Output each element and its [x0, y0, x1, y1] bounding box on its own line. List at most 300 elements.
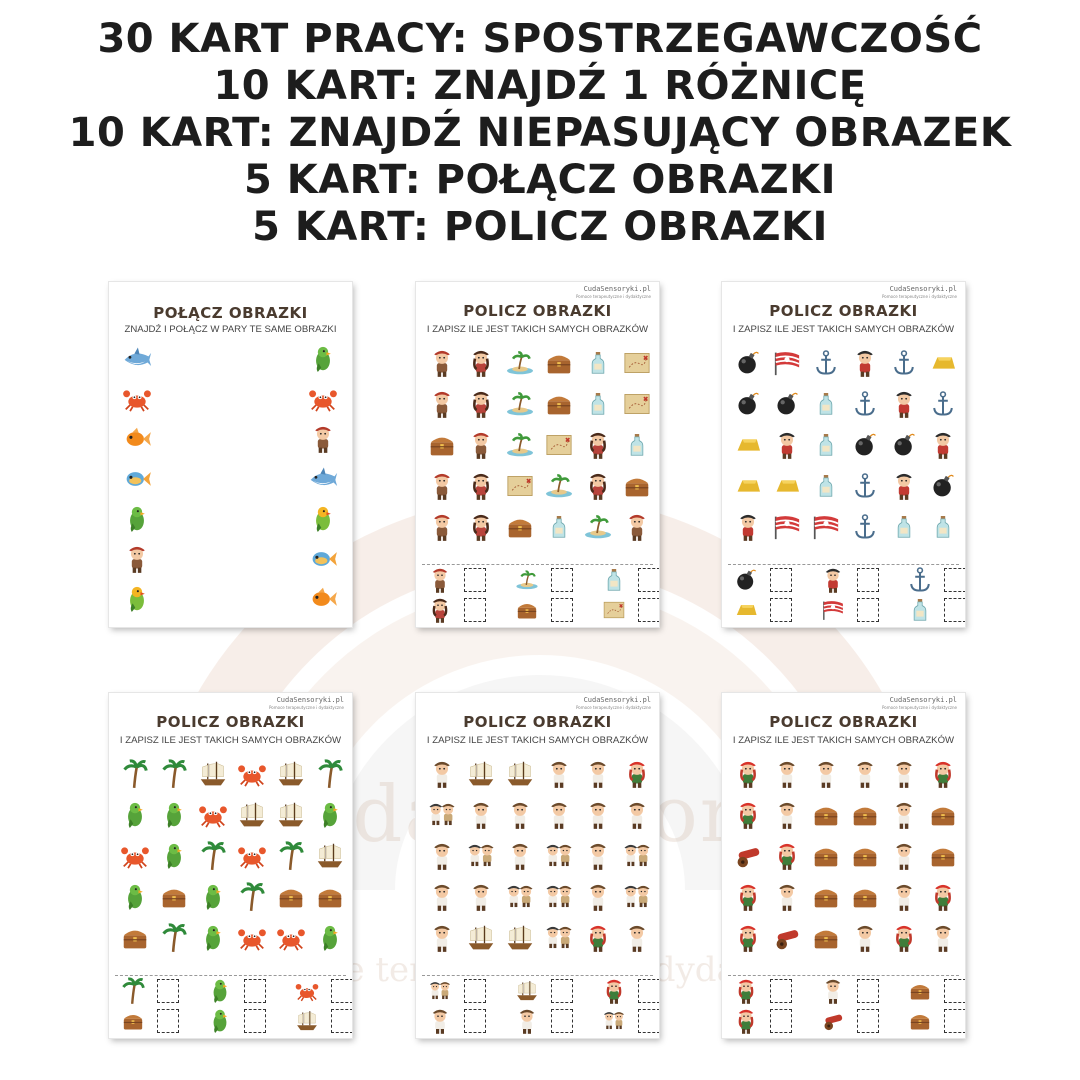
chest-icon	[541, 344, 577, 382]
brand-name: CudaSensoryki.pl	[889, 696, 957, 704]
fish-icon[interactable]	[119, 460, 155, 498]
crab-icon	[234, 919, 270, 957]
answer-box[interactable]	[857, 979, 879, 1003]
map-icon	[602, 598, 626, 622]
tally-item	[598, 598, 659, 624]
pirate-boy-icon	[847, 755, 883, 793]
pirate-girl-icon	[730, 919, 766, 957]
pirate-girl-icon	[580, 919, 616, 957]
answer-box[interactable]	[770, 979, 792, 1003]
answer-box[interactable]	[551, 598, 573, 622]
crab-icon	[195, 796, 231, 834]
answer-box[interactable]	[551, 1009, 573, 1033]
girl-icon	[463, 344, 499, 382]
pirate-duo-icon	[541, 919, 577, 957]
tally-item	[904, 598, 965, 624]
brand-name: CudaSensoryki.pl	[276, 696, 344, 704]
tally-item	[730, 1009, 806, 1035]
crab-icon	[234, 837, 270, 875]
anchor-icon	[847, 467, 883, 505]
tally-item	[291, 979, 352, 1005]
pirate-boy-icon	[619, 919, 655, 957]
girl-icon	[428, 598, 452, 622]
palm-icon	[117, 755, 153, 793]
tally-item	[904, 979, 965, 1005]
goldfish-icon[interactable]	[305, 580, 341, 618]
tally-item	[817, 979, 893, 1005]
answer-box[interactable]	[331, 1009, 352, 1033]
answer-box[interactable]	[944, 979, 965, 1003]
flag-icon	[808, 508, 844, 546]
monkey-icon	[428, 568, 452, 592]
anchor-icon	[847, 508, 883, 546]
brand-tagline: Pomoce terapeutyczne i dydaktyczne	[882, 294, 957, 299]
pirate-icon	[847, 344, 883, 382]
answer-box[interactable]	[464, 979, 486, 1003]
headline-line-5: 5 KART: POLICZ OBRAZKI	[252, 204, 828, 250]
tally-item	[904, 568, 965, 594]
worksheet-card-count-4[interactable]	[416, 693, 659, 1038]
parrot-icon	[208, 979, 232, 1003]
answer-box[interactable]	[551, 568, 573, 592]
chest-icon	[925, 796, 961, 834]
chest-icon	[619, 467, 655, 505]
map-icon	[619, 385, 655, 423]
island-icon	[502, 344, 538, 382]
crab-icon	[234, 755, 270, 793]
answer-box[interactable]	[157, 1009, 179, 1033]
girl-icon	[463, 385, 499, 423]
monkey-icon	[463, 426, 499, 464]
pirate-monkey-icon[interactable]	[119, 540, 155, 578]
ship-icon	[312, 837, 348, 875]
palm-icon	[156, 755, 192, 793]
pirate-boy-icon	[580, 837, 616, 875]
pirate-boy-icon	[428, 1009, 452, 1033]
pirate-icon	[821, 568, 845, 592]
pirate-boy-icon	[502, 796, 538, 834]
pirate-icon	[925, 426, 961, 464]
flag-icon	[821, 598, 845, 622]
answer-box[interactable]	[770, 598, 792, 622]
card-subtitle: I ZAPISZ ILE JEST TAKICH SAMYCH OBRAZKÓW	[119, 735, 342, 746]
ship-icon	[273, 796, 309, 834]
pirate-boy-icon	[769, 755, 805, 793]
parrot-icon[interactable]	[119, 500, 155, 538]
bottle-icon	[808, 385, 844, 423]
anchor-icon	[886, 344, 922, 382]
chest-icon	[908, 979, 932, 1003]
pirate-boy-icon	[541, 796, 577, 834]
bottle-icon	[580, 385, 616, 423]
crab-icon	[273, 919, 309, 957]
pirate-girl-icon	[769, 837, 805, 875]
flag-icon	[769, 508, 805, 546]
pirate-boy-icon	[886, 837, 922, 875]
pirate-boy-icon	[463, 878, 499, 916]
answer-box[interactable]	[770, 568, 792, 592]
worksheet-card-match[interactable]	[109, 282, 352, 627]
brand-tagline: Pomoce terapeutyczne i dydaktyczne	[882, 705, 957, 710]
crab-icon	[295, 979, 319, 1003]
answer-box[interactable]	[464, 598, 486, 622]
match-left-column	[119, 340, 155, 620]
picture-grid	[117, 755, 344, 957]
pirate-girl-icon	[886, 919, 922, 957]
tally-item	[424, 979, 500, 1005]
tally-area	[424, 979, 651, 1035]
answer-box[interactable]	[857, 598, 879, 622]
pirate-boy-icon	[541, 755, 577, 793]
ship-icon	[515, 979, 539, 1003]
headline	[0, 16, 1080, 251]
chest-icon	[424, 426, 460, 464]
ship-icon	[195, 755, 231, 793]
island-icon	[541, 467, 577, 505]
picture-grid	[730, 755, 957, 957]
card-subtitle: ZNAJDŹ I POŁĄCZ W PARY TE SAME OBRAZKI	[124, 324, 337, 335]
headline-line-4: 5 KART: POŁĄCZ OBRAZKI	[243, 157, 837, 203]
card-subtitle: I ZAPISZ ILE JEST TAKICH SAMYCH OBRAZKÓW	[732, 324, 955, 335]
pirate-girl-icon	[730, 878, 766, 916]
crab-icon	[117, 837, 153, 875]
anchor-icon	[808, 344, 844, 382]
bomb-icon	[769, 385, 805, 423]
tally-item	[817, 568, 893, 594]
yellow-parrot-icon[interactable]	[305, 500, 341, 538]
parrot-icon[interactable]	[305, 340, 341, 378]
answer-box[interactable]	[638, 568, 659, 592]
palm-icon	[234, 878, 270, 916]
answer-box[interactable]	[157, 979, 179, 1003]
anchor-icon	[847, 385, 883, 423]
pirate-icon	[886, 467, 922, 505]
anchor-icon	[925, 385, 961, 423]
tally-item	[817, 1009, 893, 1035]
bomb-icon	[730, 344, 766, 382]
pirate-duo-icon	[428, 979, 452, 1003]
pirate-duo-icon	[619, 878, 655, 916]
picture-grid	[730, 344, 957, 546]
card-title: POLICZ OBRAZKI	[769, 302, 918, 320]
bottle-icon	[908, 598, 932, 622]
crab-icon[interactable]	[305, 380, 341, 418]
pirate-icon	[769, 426, 805, 464]
picture-grid	[424, 344, 651, 546]
worksheet-card-count-5[interactable]	[722, 693, 965, 1038]
ship-icon	[463, 755, 499, 793]
chest-icon	[273, 878, 309, 916]
answer-box[interactable]	[770, 1009, 792, 1033]
worksheet-card-count-2[interactable]	[722, 282, 965, 627]
pirate-duo-icon	[602, 1009, 626, 1033]
parrot-icon	[195, 878, 231, 916]
tally-item	[511, 979, 587, 1005]
chest-icon	[156, 878, 192, 916]
card-title: POLICZ OBRAZKI	[463, 713, 612, 731]
parrot-icon	[156, 796, 192, 834]
brand-name: CudaSensoryki.pl	[583, 285, 651, 293]
girl-icon	[580, 426, 616, 464]
palm-icon	[195, 837, 231, 875]
pirate-monkey-icon[interactable]	[305, 420, 341, 458]
bottle-icon	[808, 467, 844, 505]
pirate-duo-icon	[619, 837, 655, 875]
match-right-column	[305, 340, 341, 620]
card-subtitle: I ZAPISZ ILE JEST TAKICH SAMYCH OBRAZKÓW	[426, 324, 649, 335]
girl-icon	[580, 467, 616, 505]
tally-area	[117, 979, 344, 1035]
pirate-girl-icon	[602, 979, 626, 1003]
pirate-boy-icon	[619, 796, 655, 834]
chest-icon	[808, 837, 844, 875]
chest-icon	[515, 598, 539, 622]
palm-icon	[273, 837, 309, 875]
bottle-icon	[619, 426, 655, 464]
tally-item	[204, 979, 280, 1005]
pirate-girl-icon	[925, 878, 961, 916]
chest-icon	[847, 837, 883, 875]
bomb-icon	[734, 568, 758, 592]
tally-item	[598, 979, 659, 1005]
chest-icon	[121, 1009, 145, 1033]
pirate-boy-icon	[424, 837, 460, 875]
monkey-icon	[424, 344, 460, 382]
chest-icon	[312, 878, 348, 916]
monkey-icon	[424, 508, 460, 546]
tally-item	[291, 1009, 352, 1035]
worksheet-card-count-3[interactable]	[109, 693, 352, 1038]
tally-item	[117, 979, 193, 1005]
answer-box[interactable]	[331, 979, 352, 1003]
ship-icon	[295, 1009, 319, 1033]
pirate-boy-icon	[847, 919, 883, 957]
pirate-boy-icon	[580, 796, 616, 834]
answer-box[interactable]	[638, 979, 659, 1003]
bottle-icon	[602, 568, 626, 592]
answer-box[interactable]	[638, 1009, 659, 1033]
pirate-girl-icon	[730, 796, 766, 834]
pirate-duo-icon	[541, 878, 577, 916]
monkey-icon	[619, 508, 655, 546]
map-icon	[619, 344, 655, 382]
island-icon	[515, 568, 539, 592]
bomb-icon	[925, 467, 961, 505]
tally-area	[730, 979, 957, 1035]
answer-box[interactable]	[551, 979, 573, 1003]
flag-icon	[769, 344, 805, 382]
fish-icon[interactable]	[305, 540, 341, 578]
chest-icon	[808, 796, 844, 834]
gold-icon	[769, 467, 805, 505]
pirate-icon	[730, 508, 766, 546]
card-title: POLICZ OBRAZKI	[769, 713, 918, 731]
answer-box[interactable]	[244, 1009, 266, 1033]
ship-icon	[502, 919, 538, 957]
tally-item	[598, 1009, 659, 1035]
parrot-icon	[312, 796, 348, 834]
card-subtitle: I ZAPISZ ILE JEST TAKICH SAMYCH OBRAZKÓW	[732, 735, 955, 746]
palm-icon	[312, 755, 348, 793]
tally-area	[730, 568, 957, 624]
answer-box[interactable]	[464, 1009, 486, 1033]
bomb-icon	[730, 385, 766, 423]
chest-icon	[808, 919, 844, 957]
pirate-duo-icon	[502, 878, 538, 916]
tally-item	[730, 598, 806, 624]
answer-box[interactable]	[244, 979, 266, 1003]
pirate-girl-icon	[734, 979, 758, 1003]
answer-box[interactable]	[464, 568, 486, 592]
headline-line-1: 30 KART PRACY: SPOSTRZEGAWCZOŚĆ	[97, 16, 983, 62]
answer-box[interactable]	[944, 598, 965, 622]
chest-icon	[808, 878, 844, 916]
gold-icon	[730, 426, 766, 464]
island-icon	[580, 508, 616, 546]
brand-name: CudaSensoryki.pl	[583, 696, 651, 704]
pirate-boy-icon	[424, 755, 460, 793]
answer-box[interactable]	[857, 568, 879, 592]
gold-icon	[925, 344, 961, 382]
anchor-icon	[908, 568, 932, 592]
bottle-icon	[925, 508, 961, 546]
bottle-icon	[541, 508, 577, 546]
island-icon	[502, 426, 538, 464]
shark-icon[interactable]	[119, 340, 155, 378]
pirate-duo-icon	[463, 837, 499, 875]
tally-item	[204, 1009, 280, 1035]
island-icon	[502, 385, 538, 423]
answer-box[interactable]	[944, 568, 965, 592]
pirate-duo-icon	[541, 837, 577, 875]
chest-icon	[502, 508, 538, 546]
bottle-icon	[886, 508, 922, 546]
chest-icon	[925, 837, 961, 875]
answer-box[interactable]	[857, 1009, 879, 1033]
tally-item	[817, 598, 893, 624]
parrot-icon	[117, 878, 153, 916]
cannon-icon	[769, 919, 805, 957]
shark-icon[interactable]	[305, 460, 341, 498]
tally-item	[730, 568, 806, 594]
pirate-boy-icon	[515, 1009, 539, 1033]
girl-icon	[463, 467, 499, 505]
cannon-icon	[730, 837, 766, 875]
pirate-boy-icon	[463, 796, 499, 834]
pirate-boy-icon	[502, 837, 538, 875]
headline-line-2: 10 KART: ZNAJDŹ 1 RÓŻNICĘ	[213, 63, 867, 109]
pirate-boy-icon	[925, 919, 961, 957]
chest-icon	[847, 878, 883, 916]
tally-item	[511, 598, 587, 624]
pirate-boy-icon	[580, 878, 616, 916]
parrot-icon	[208, 1009, 232, 1033]
parrot-icon	[312, 919, 348, 957]
pirate-boy-icon	[769, 796, 805, 834]
gold-icon	[730, 467, 766, 505]
ship-icon	[502, 755, 538, 793]
parrot-icon	[195, 919, 231, 957]
bottle-icon	[580, 344, 616, 382]
map-icon	[541, 426, 577, 464]
pirate-duo-icon	[424, 796, 460, 834]
palm-icon	[156, 919, 192, 957]
monkey-icon	[424, 385, 460, 423]
girl-icon	[463, 508, 499, 546]
ship-icon	[463, 919, 499, 957]
pirate-boy-icon	[580, 755, 616, 793]
brand-name: CudaSensoryki.pl	[889, 285, 957, 293]
picture-grid	[424, 755, 651, 957]
chest-icon	[908, 1009, 932, 1033]
card-title: POŁĄCZ OBRAZKI	[153, 304, 308, 322]
pirate-girl-icon	[619, 755, 655, 793]
pirate-boy-icon	[808, 755, 844, 793]
pirate-boy-icon	[769, 878, 805, 916]
pirate-icon	[886, 385, 922, 423]
parrot-icon	[156, 837, 192, 875]
card-title: POLICZ OBRAZKI	[463, 302, 612, 320]
headline-line-3: 10 KART: ZNAJDŹ NIEPASUJĄCY OBRAZEK	[68, 110, 1012, 156]
bomb-icon	[886, 426, 922, 464]
crab-icon[interactable]	[119, 380, 155, 418]
card-title: POLICZ OBRAZKI	[156, 713, 305, 731]
pirate-girl-icon	[730, 755, 766, 793]
pirate-boy-icon	[886, 755, 922, 793]
monkey-icon	[424, 467, 460, 505]
pirate-boy-icon	[424, 919, 460, 957]
answer-box[interactable]	[638, 598, 659, 622]
tally-item	[598, 568, 659, 594]
tally-item	[904, 1009, 965, 1035]
pirate-boy-icon	[424, 878, 460, 916]
tally-item	[424, 568, 500, 594]
pirate-girl-icon	[734, 1009, 758, 1033]
pirate-boy-icon	[821, 979, 845, 1003]
chest-icon	[117, 919, 153, 957]
pirate-girl-icon	[925, 755, 961, 793]
pirate-boy-icon	[886, 796, 922, 834]
pirate-boy-icon	[886, 878, 922, 916]
chest-icon	[847, 796, 883, 834]
brand-tagline: Pomoce terapeutyczne i dydaktyczne	[576, 705, 651, 710]
parrot-icon	[117, 796, 153, 834]
map-icon	[502, 467, 538, 505]
ship-icon	[273, 755, 309, 793]
goldfish-icon[interactable]	[119, 420, 155, 458]
brand-tagline: Pomoce terapeutyczne i dydaktyczne	[269, 705, 344, 710]
card-subtitle: I ZAPISZ ILE JEST TAKICH SAMYCH OBRAZKÓW	[426, 735, 649, 746]
tally-item	[424, 598, 500, 624]
tally-item	[730, 979, 806, 1005]
palm-icon	[121, 979, 145, 1003]
tally-item	[511, 568, 587, 594]
worksheet-card-count-1[interactable]	[416, 282, 659, 627]
chest-icon	[541, 385, 577, 423]
tally-item	[117, 1009, 193, 1035]
gold-icon	[734, 598, 758, 622]
bomb-icon	[847, 426, 883, 464]
tally-item	[511, 1009, 587, 1035]
answer-box[interactable]	[944, 1009, 965, 1033]
bottle-icon	[808, 426, 844, 464]
yellow-parrot-icon[interactable]	[119, 580, 155, 618]
tally-item	[424, 1009, 500, 1035]
ship-icon	[234, 796, 270, 834]
tally-area	[424, 568, 651, 624]
brand-tagline: Pomoce terapeutyczne i dydaktyczne	[576, 294, 651, 299]
cannon-icon	[821, 1009, 845, 1033]
